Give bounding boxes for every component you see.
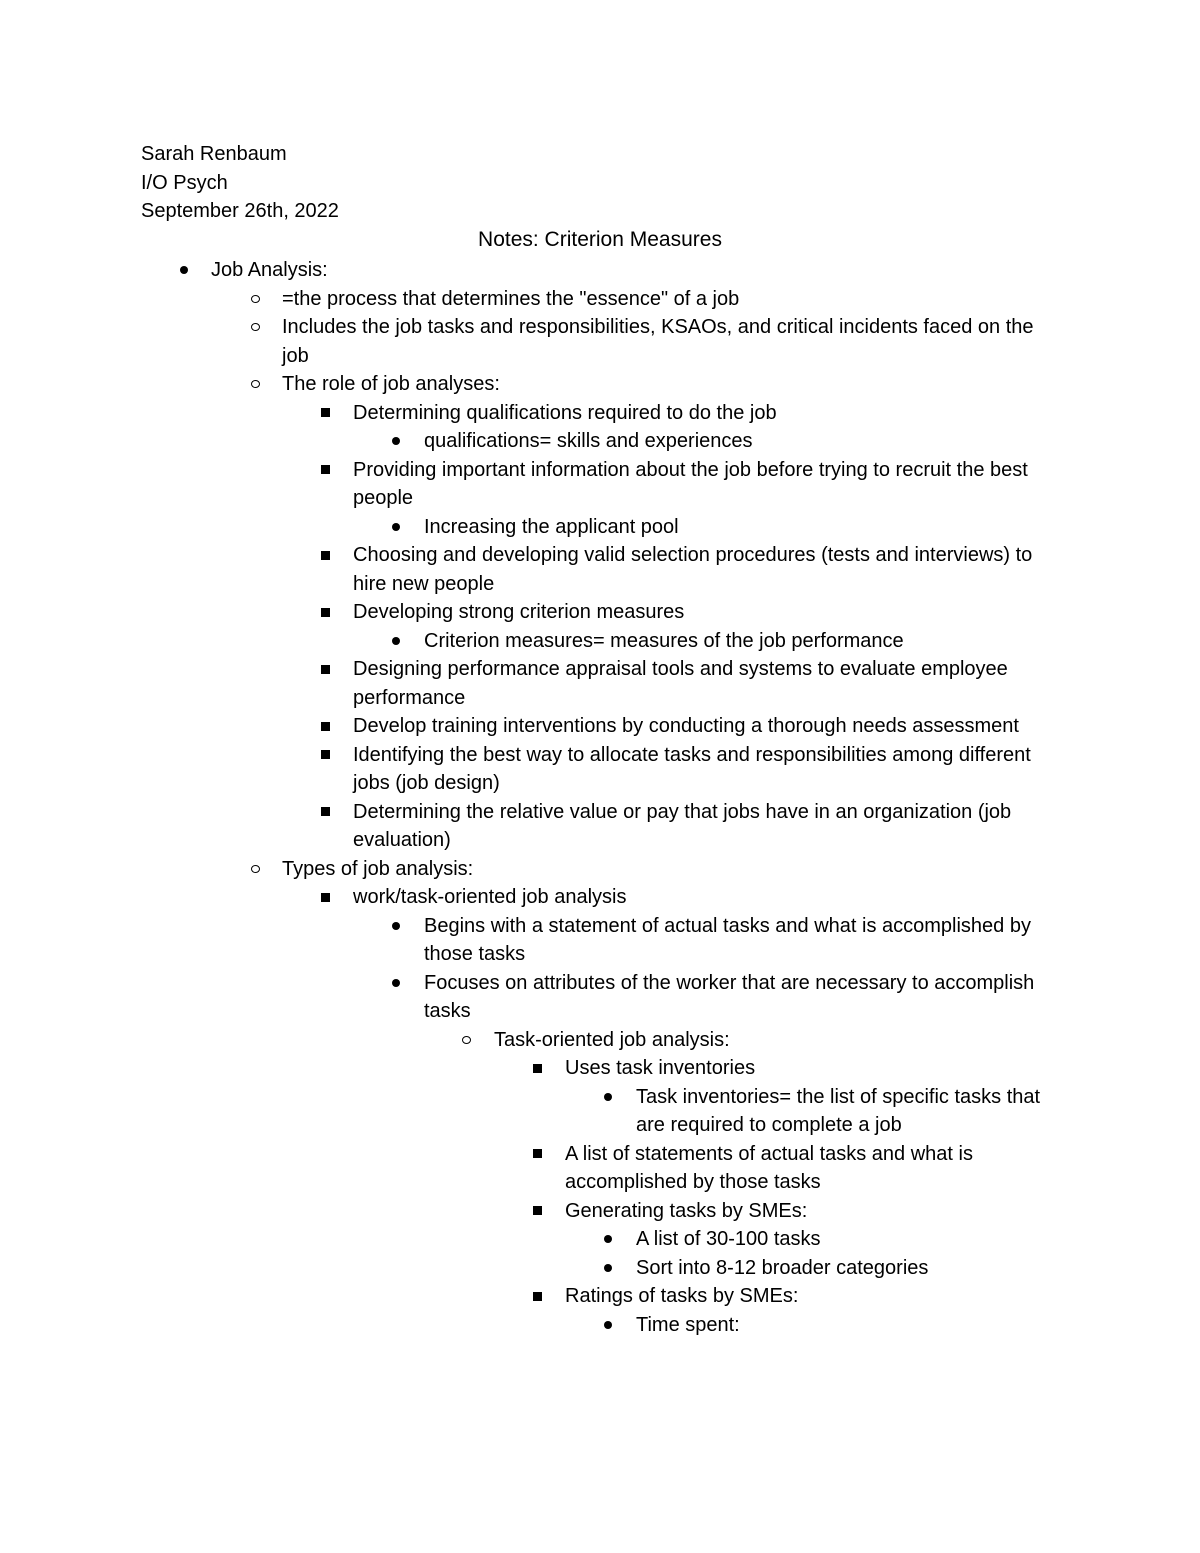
outline-item [0,513,1200,542]
notes-outline [0,256,1200,1339]
outline-item [0,969,1200,1026]
disc-bullet-icon [389,627,403,656]
outline-item [0,1225,1200,1254]
square-bullet-icon [530,1197,544,1226]
outline-item [0,1254,1200,1283]
disc-bullet-icon [601,1254,615,1283]
outline-item-text: Task-oriented job analysis: [494,1028,730,1051]
disc-bullet-icon [389,969,403,998]
outline-item-text: Develop training interventions by conducting a thorough needs assessment [353,715,1019,737]
outline-item-text: =the process that determines the "essence" of a job [282,287,740,310]
disc-bullet-icon [601,1083,615,1112]
outline-item-text: Designing performance appraisal tools and systems to evaluate employee performance [353,658,1008,709]
outline-item [0,1140,1200,1197]
circle-bullet-icon [248,855,262,884]
author-name: Sarah Renbaum [141,143,287,165]
square-bullet-icon [318,399,332,428]
outline-item [0,741,1200,798]
outline-item-text: Begins with a statement of actual tasks and what is accomplished by those tasks [424,914,1031,965]
outline-item-text: Criterion measures= measures of the job performance [424,629,904,652]
outline-item [0,598,1200,627]
document-title: Notes: Criterion Measures [478,228,722,251]
square-bullet-icon [318,598,332,627]
outline-item [0,285,1200,314]
outline-item [0,541,1200,598]
outline-item-text: Developing strong criterion measures [353,601,685,623]
disc-bullet-icon [389,912,403,941]
square-bullet-icon [318,741,332,770]
outline-item-text: A list of 30-100 tasks [636,1228,821,1250]
course-name: I/O Psych [141,172,228,194]
outline-item-text: Uses task inventories [565,1057,756,1079]
note-date: September 26th, 2022 [141,200,339,222]
outline-item [0,427,1200,456]
outline-item [0,912,1200,969]
circle-bullet-icon [248,370,262,399]
outline-item [0,798,1200,855]
outline-item [0,712,1200,741]
outline-item [0,1054,1200,1083]
outline-item-text: A list of statements of actual tasks and what is accomplished by those tasks [565,1142,973,1193]
square-bullet-icon [318,541,332,570]
outline-item-text: The role of job analyses: [282,373,500,395]
square-bullet-icon [318,883,332,912]
disc-bullet-icon [601,1311,615,1340]
outline-item-text: Sort into 8-12 broader categories [636,1256,929,1279]
outline-item-text: Includes the job tasks and responsibilities, KSAOs, and critical incidents faced on the job [282,316,1034,367]
outline-item-text: Types of job analysis: [282,857,474,880]
outline-item-text: Generating tasks by SMEs: [565,1199,808,1222]
outline-item [0,456,1200,513]
square-bullet-icon [318,655,332,684]
disc-bullet-icon [177,256,191,285]
outline-item-text: Identifying the best way to allocate tasks and responsibilities among different jobs (job design) [353,743,1031,794]
circle-bullet-icon [459,1026,473,1055]
outline-item [0,1083,1200,1140]
outline-item [0,256,1200,285]
outline-item-text: Task inventories= the list of specific tasks that are required to complete a job [636,1085,1041,1136]
square-bullet-icon [318,798,332,827]
outline-item-text: Increasing the applicant pool [424,515,679,538]
circle-bullet-icon [248,285,262,314]
outline-item [0,1282,1200,1311]
outline-item-text: Focuses on attributes of the worker that are necessary to accomplish tasks [424,971,1035,1022]
outline-item-text: work/task-oriented job analysis [353,886,627,908]
outline-item [0,627,1200,656]
circle-bullet-icon [248,313,262,342]
outline-item-text: Determining the relative value or pay that jobs have in an organization (job evaluation) [353,800,1012,851]
outline-item [0,1026,1200,1055]
outline-item [0,1311,1200,1340]
outline-item-text: Determining qualifications required to do the job [353,401,777,424]
outline-item [0,399,1200,428]
outline-item-text: Choosing and developing valid selection procedures (tests and interviews) to hire new people [353,544,1033,595]
outline-item [0,655,1200,712]
disc-bullet-icon [389,427,403,456]
outline-item-text: Time spent: [636,1313,740,1336]
outline-item-text: Job Analysis: [211,259,328,281]
disc-bullet-icon [601,1225,615,1254]
outline-item [0,1197,1200,1226]
outline-item [0,883,1200,912]
outline-item-text: Providing important information about the job before trying to recruit the best people [353,458,1028,509]
outline-item [0,855,1200,884]
square-bullet-icon [318,712,332,741]
outline-item [0,370,1200,399]
outline-item [0,313,1200,370]
square-bullet-icon [318,456,332,485]
disc-bullet-icon [389,513,403,542]
square-bullet-icon [530,1140,544,1169]
outline-item-text: qualifications= skills and experiences [424,430,753,452]
square-bullet-icon [530,1282,544,1311]
outline-item-text: Ratings of tasks by SMEs: [565,1285,799,1307]
square-bullet-icon [530,1054,544,1083]
